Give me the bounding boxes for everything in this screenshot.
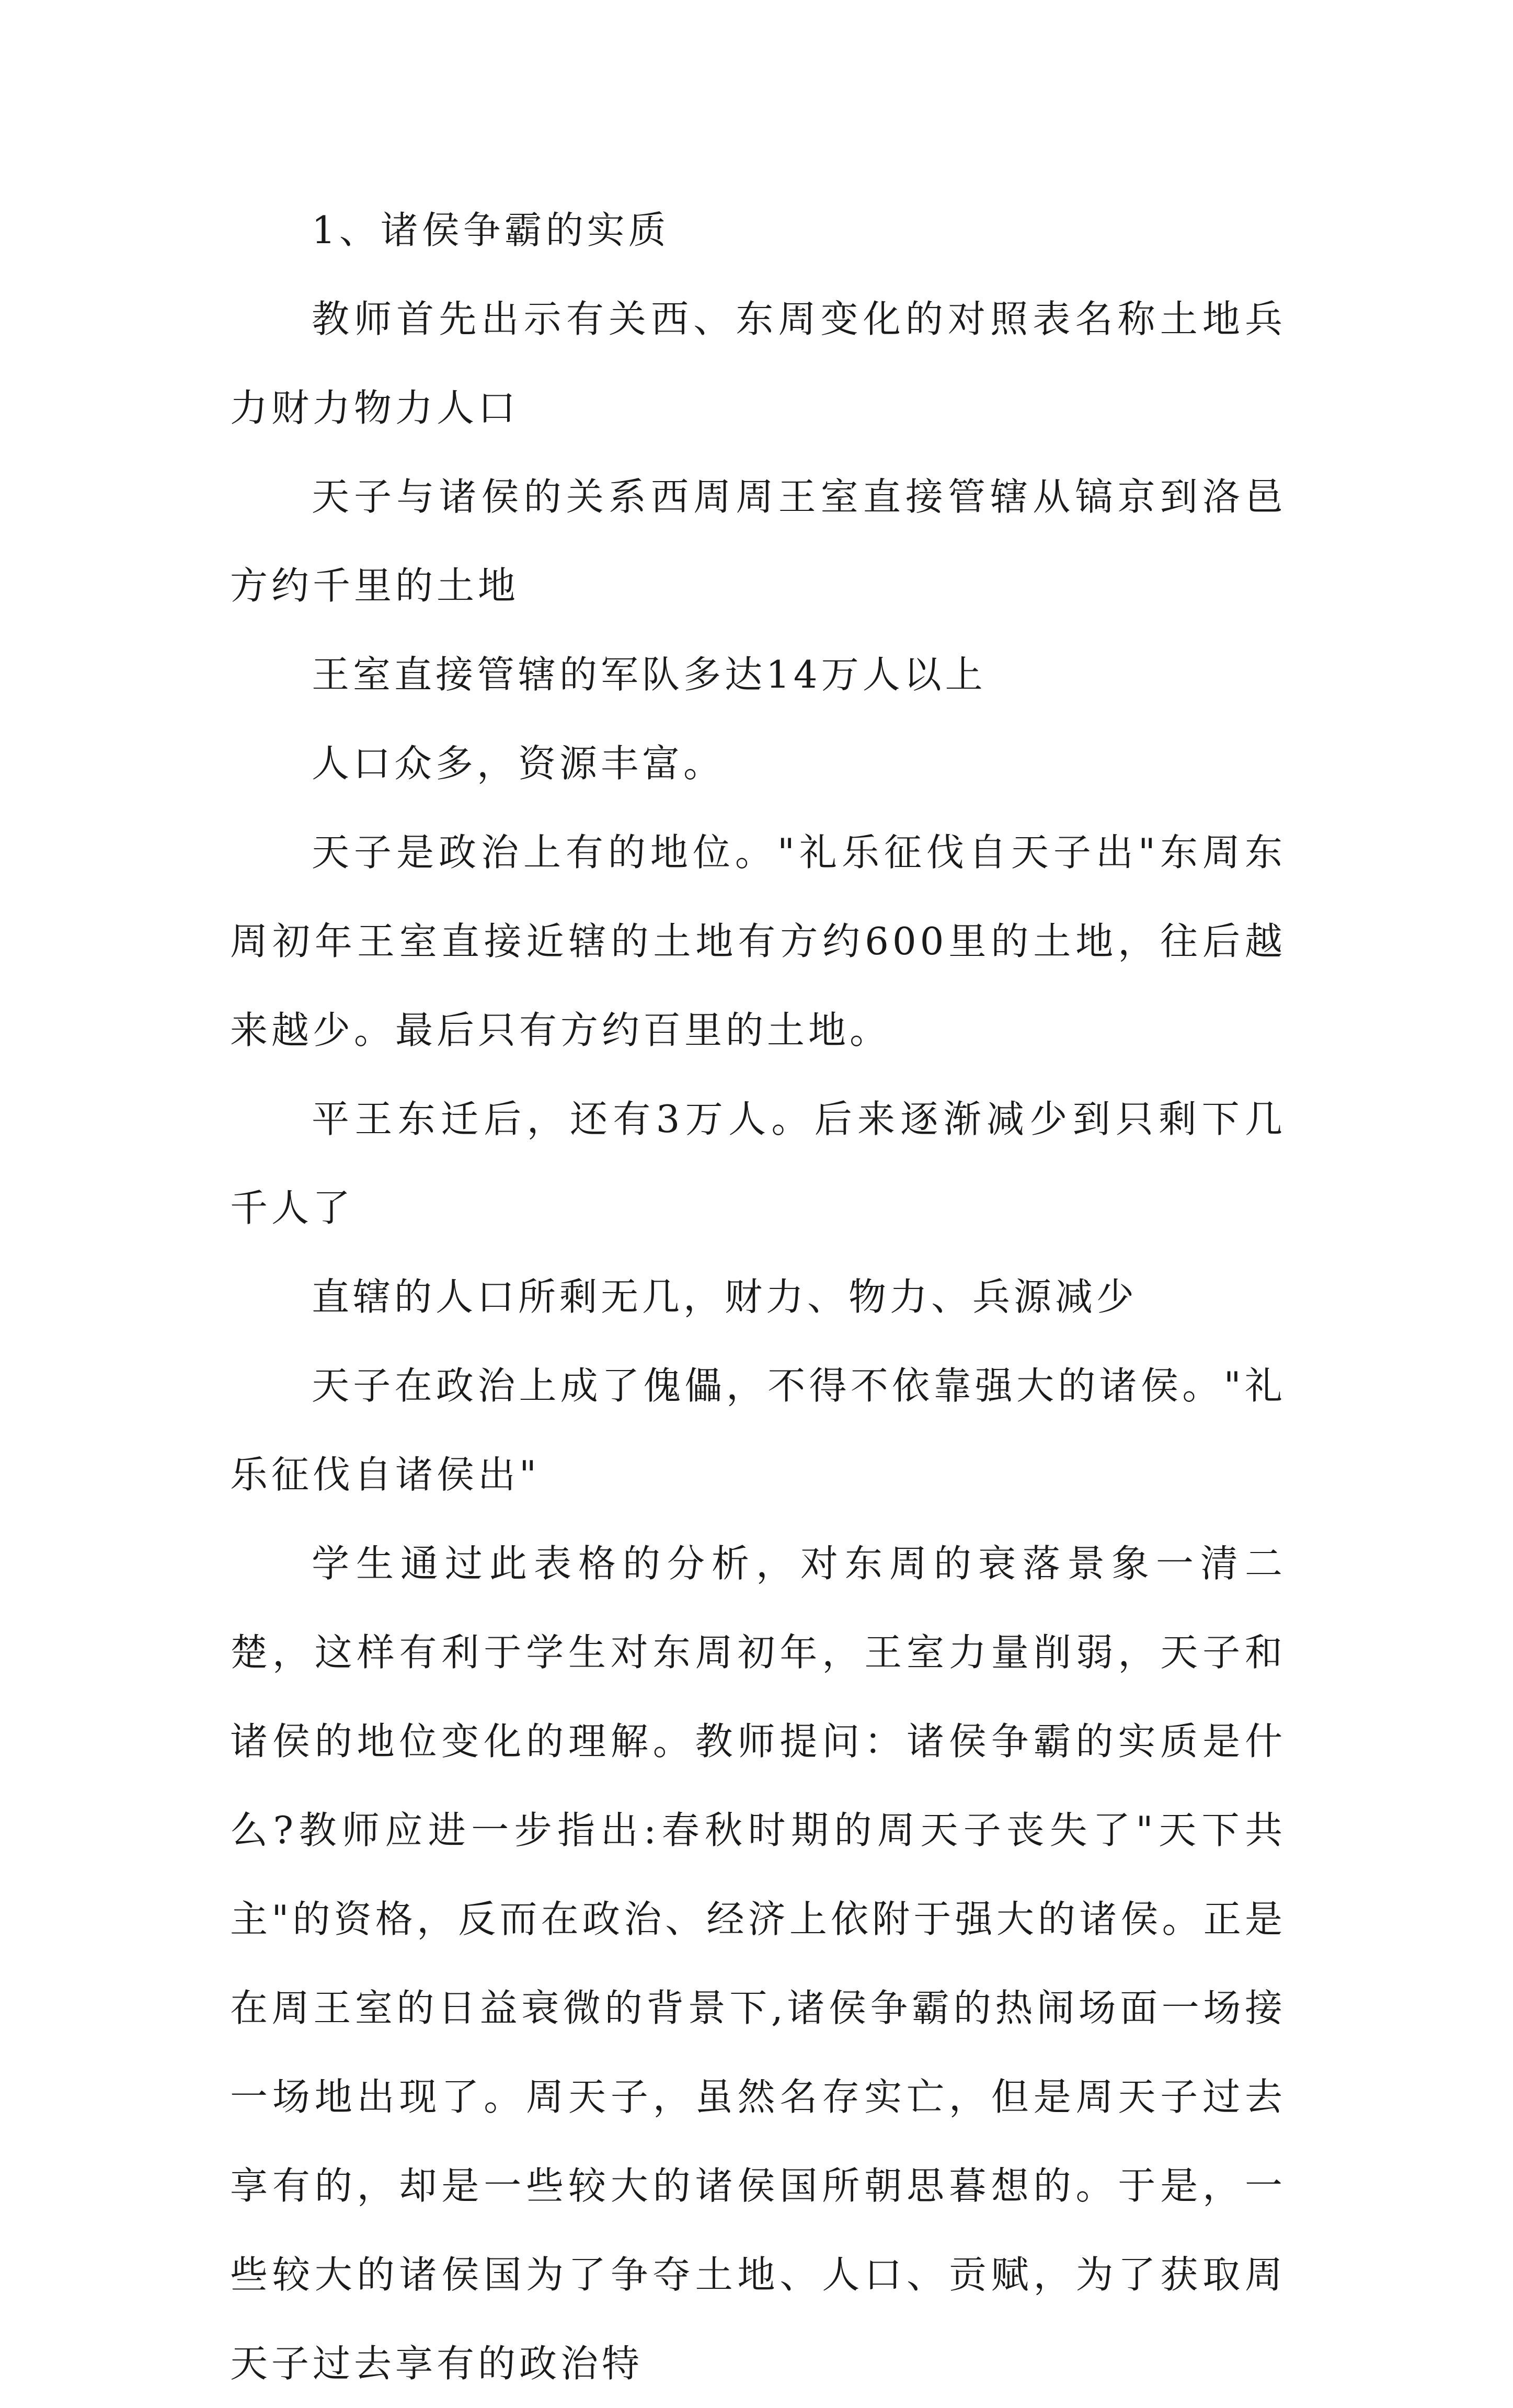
paragraph: 平王东迁后，还有3万人。后来逐渐减少到只剩下几千人了 (230, 1097, 1286, 1230)
section-heading: 1、诸侯争霸的实质 (312, 208, 670, 252)
document-body (230, 186, 1286, 2408)
paragraph: 天子在政治上成了傀儡，不得不依靠强大的诸侯。"礼乐征伐自诸侯出" (230, 1364, 1286, 1497)
paragraph: 学生通过此表格的分析，对东周的衰落景象一清二楚，这样有利于学生对东周初年，王室力量削弱，天子和诸侯的地位变化的理解。教师提问：诸侯争霸的实质是什么?教师应进一步指出:春秋时期的周天子丧失了"天下共主"的资格，反而在政治、经济上依附于强大的诸侯。正是在周王室的日益衰微的背景下,诸侯争霸的热闹场面一场接一场地出现了。周天子，虽然名存实亡，但是周天子过去享有的，却是一些较大的诸侯国所朝思暮想的。于是，一些较大的诸侯国为了争夺土地、人口、贡赋，为了获取周天子过去享有的政治特 (230, 1542, 1286, 2386)
paragraph: 天子是政治上有的地位。"礼乐征伐自天子出"东周东周初年王室直接近辖的土地有方约600里的土地，往后越来越少。最后只有方约百里的土地。 (230, 830, 1286, 1052)
paragraph: 天子与诸侯的关系西周周王室直接管辖从镐京到洛邑方约千里的土地 (230, 475, 1286, 608)
paragraph: 教师首先出示有关西、东周变化的对照表名称土地兵力财力物力人口 (230, 297, 1286, 430)
paragraph: 人口众多，资源丰富。 (312, 741, 725, 785)
paragraph: 直辖的人口所剩无几，财力、物力、兵源减少 (312, 1275, 1138, 1319)
paragraph: 王室直接管辖的军队多达14万人以上 (312, 653, 987, 697)
